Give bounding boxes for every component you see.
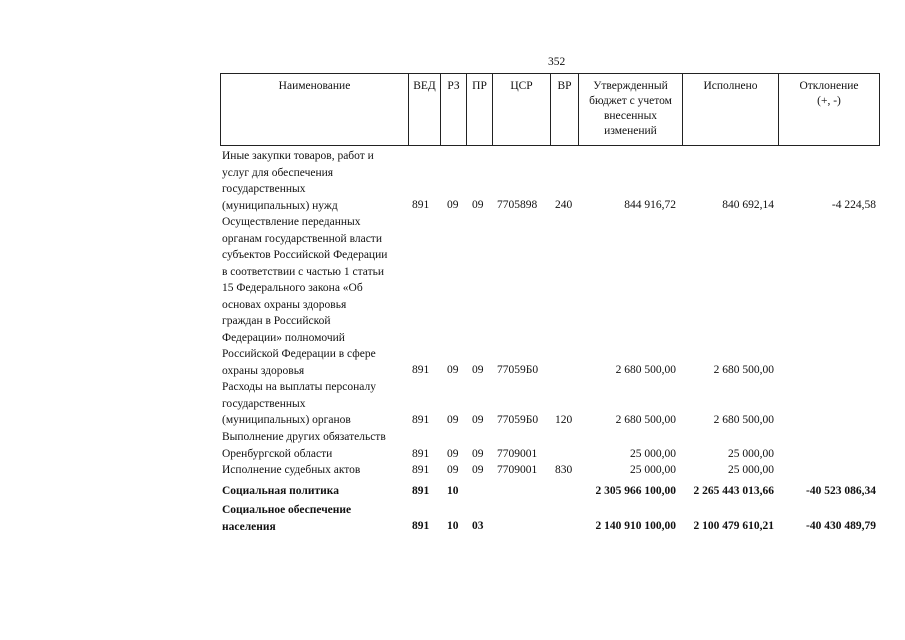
header-vr-label: ВР <box>557 80 572 92</box>
row-name-line: (муниципальных) нужд <box>222 199 338 212</box>
header-vr <box>551 74 579 145</box>
header-approved-line2: бюджет с учетом <box>589 95 672 107</box>
page-number: 352 <box>548 56 566 68</box>
row-name-line: Оренбургской области <box>222 447 333 460</box>
row-rz: 09 <box>447 364 459 376</box>
row-executed: 25 000,00 <box>728 448 774 460</box>
row-name <box>222 214 412 379</box>
header-pr-label: ПР <box>472 80 487 92</box>
row-name <box>222 462 412 479</box>
header-executed <box>683 74 779 145</box>
row-pr: 09 <box>472 448 484 460</box>
row-name-line: Осуществление переданных <box>222 216 361 228</box>
header-name <box>221 74 409 145</box>
row-name-line: Выполнение других обязательств <box>222 431 386 443</box>
row-name-line: государственных <box>222 183 306 195</box>
row-name <box>222 502 412 535</box>
row-rz: 09 <box>447 464 459 476</box>
row-approved: 844 916,72 <box>624 199 676 211</box>
row-name-line: субъектов Российской Федерации <box>222 249 388 261</box>
row-executed: 840 692,14 <box>722 199 774 211</box>
header-name-label: Наименование <box>278 80 351 92</box>
row-pr: 03 <box>472 520 484 532</box>
row-name-line: Исполнение судебных актов <box>222 464 361 476</box>
row-ved: 891 <box>412 199 430 211</box>
row-deviation: -40 430 489,79 <box>806 520 876 532</box>
row-approved: 2 140 910 100,00 <box>595 520 676 532</box>
row-vr: 240 <box>555 199 573 211</box>
header-deviation <box>779 74 879 145</box>
row-ved: 891 <box>412 520 430 532</box>
row-name-line: Социальное обеспечение <box>222 504 352 516</box>
row-deviation: -40 523 086,34 <box>806 485 876 497</box>
row-name-line: Иные закупки товаров, работ и <box>222 150 374 162</box>
row-name-line: 15 Федерального закона «Об <box>222 282 363 294</box>
row-csr: 77059Б0 <box>497 364 539 376</box>
table-header <box>220 73 880 146</box>
row-rz: 09 <box>447 199 459 211</box>
header-rz-label: РЗ <box>447 80 460 92</box>
header-ved-label: ВЕД <box>413 80 436 92</box>
row-csr: 7709001 <box>497 448 538 460</box>
row-name-line: Расходы на выплаты персоналу <box>222 381 376 393</box>
row-pr: 09 <box>472 464 484 476</box>
row-name-line: (муниципальных) органов <box>222 414 351 426</box>
row-name-line: услуг для обеспечения <box>222 166 334 179</box>
row-executed: 2 100 479 610,21 <box>693 520 774 532</box>
row-csr: 77059Б0 <box>497 414 539 426</box>
header-ved <box>409 74 441 145</box>
row-pr: 09 <box>472 199 484 211</box>
row-name-line: охраны здоровья <box>222 364 305 377</box>
header-approved-line4: изменений <box>604 125 657 137</box>
row-executed: 25 000,00 <box>728 464 774 476</box>
row-name-line: основах охраны здоровья <box>222 298 347 311</box>
row-name-line: граждан в Российской <box>222 315 331 327</box>
row-ved: 891 <box>412 485 430 497</box>
row-name-line: Социальная политика <box>222 485 339 497</box>
row-pr: 09 <box>472 364 484 376</box>
row-executed: 2 680 500,00 <box>713 364 774 376</box>
row-csr: 7709001 <box>497 464 538 476</box>
header-approved-line3: внесенных <box>603 110 658 122</box>
row-name-line: органам государственной власти <box>222 232 382 245</box>
row-csr: 7705898 <box>497 199 538 211</box>
header-rz <box>441 74 467 145</box>
row-ved: 891 <box>412 464 430 476</box>
row-rz: 09 <box>447 448 459 460</box>
row-approved: 2 305 966 100,00 <box>595 485 676 497</box>
row-approved: 2 680 500,00 <box>615 414 676 426</box>
header-deviation-line2: (+, -) <box>817 95 841 107</box>
header-csr <box>493 74 551 145</box>
header-pr <box>467 74 493 145</box>
row-pr: 09 <box>472 414 484 426</box>
row-ved: 891 <box>412 448 430 460</box>
row-ved: 891 <box>412 414 430 426</box>
header-deviation-line1: Отклонение <box>799 80 859 92</box>
header-approved <box>579 74 683 145</box>
row-executed: 2 265 443 013,66 <box>693 485 774 497</box>
header-executed-label: Исполнено <box>703 80 758 92</box>
row-name <box>222 483 412 500</box>
row-deviation: -4 224,58 <box>831 199 876 211</box>
row-name <box>222 379 412 429</box>
row-executed: 2 680 500,00 <box>713 414 774 426</box>
row-name-line: государственных <box>222 397 306 410</box>
row-name <box>222 429 412 462</box>
row-approved: 25 000,00 <box>630 464 676 476</box>
row-rz: 10 <box>447 520 459 532</box>
row-ved: 891 <box>412 364 430 376</box>
header-approved-line1: Утвержденный <box>593 80 668 92</box>
row-name-line: Российской Федерации в сфере <box>222 348 376 360</box>
row-name-line: в соответствии с частью 1 статьи <box>222 265 384 278</box>
row-vr: 120 <box>555 414 573 426</box>
row-approved: 25 000,00 <box>630 448 676 460</box>
row-name-line: Федерации» полномочий <box>222 331 345 344</box>
row-vr: 830 <box>555 464 573 476</box>
row-approved: 2 680 500,00 <box>615 364 676 376</box>
row-name-line: населения <box>222 520 276 533</box>
row-rz: 09 <box>447 414 459 426</box>
row-rz: 10 <box>447 485 459 497</box>
header-csr-label: ЦСР <box>510 80 533 92</box>
row-name <box>222 148 412 214</box>
